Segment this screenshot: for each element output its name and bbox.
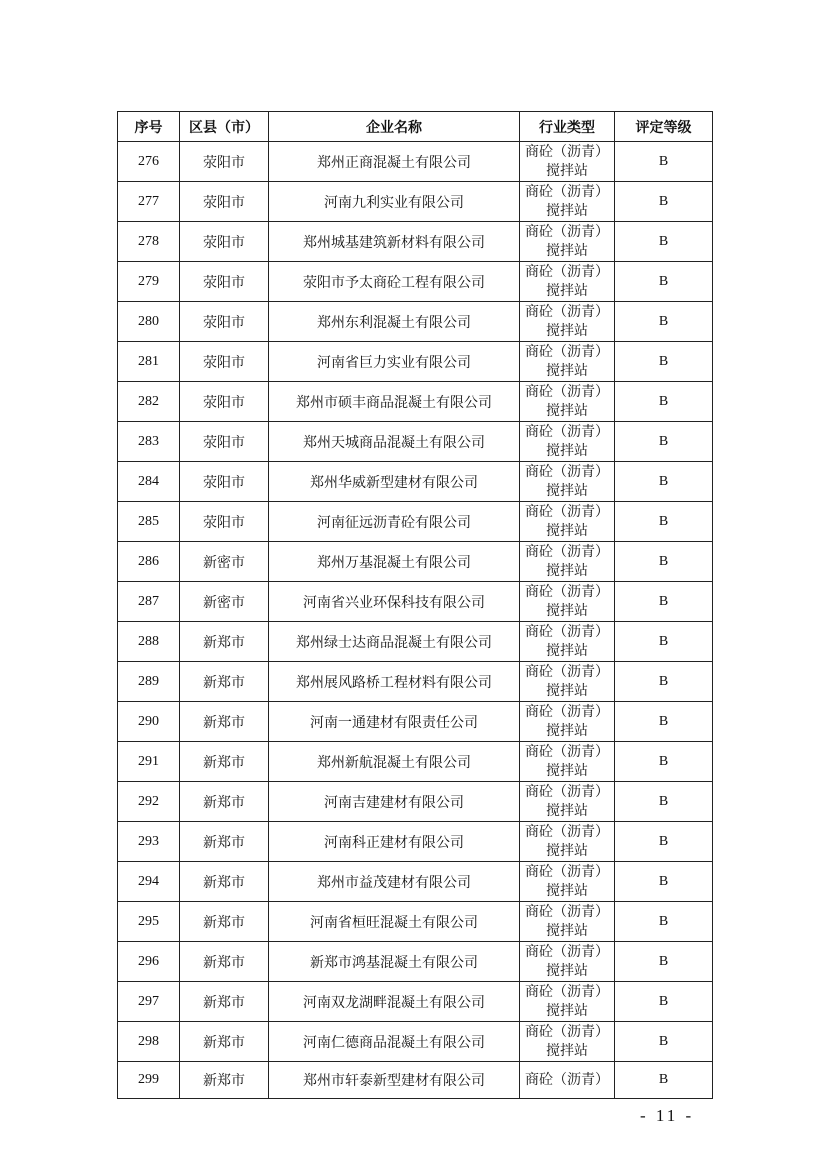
cell-no: 288 xyxy=(118,622,180,662)
cell-company: 河南双龙湖畔混凝土有限公司 xyxy=(269,982,520,1022)
cell-company: 河南一通建材有限责任公司 xyxy=(269,702,520,742)
type-line-1: 商砼（沥青） xyxy=(525,464,609,480)
table-row xyxy=(118,222,713,262)
cell-no: 277 xyxy=(118,182,180,222)
cell-industry-type xyxy=(520,622,615,662)
cell-industry-type xyxy=(520,222,615,262)
table-row xyxy=(118,502,713,542)
type-line-1: 商砼（沥青） xyxy=(525,184,609,200)
cell-grade: B xyxy=(615,622,713,662)
cell-industry-type xyxy=(520,1022,615,1062)
cell-company: 河南省巨力实业有限公司 xyxy=(269,342,520,382)
type-line-2: 搅拌站 xyxy=(546,403,588,419)
type-line-1: 商砼（沥青） xyxy=(525,744,609,760)
cell-no: 292 xyxy=(118,782,180,822)
cell-grade: B xyxy=(615,822,713,862)
cell-grade: B xyxy=(615,422,713,462)
cell-grade: B xyxy=(615,382,713,422)
cell-company: 荥阳市予太商砼工程有限公司 xyxy=(269,262,520,302)
type-line-2: 搅拌站 xyxy=(546,643,588,659)
cell-industry-type xyxy=(520,262,615,302)
cell-district: 荥阳市 xyxy=(180,262,269,302)
cell-company: 河南省兴业环保科技有限公司 xyxy=(269,582,520,622)
cell-no: 291 xyxy=(118,742,180,782)
type-line-1: 商砼（沥青） xyxy=(525,904,609,920)
cell-grade: B xyxy=(615,582,713,622)
table-row xyxy=(118,262,713,302)
table-row xyxy=(118,142,713,182)
table-row xyxy=(118,782,713,822)
type-line-1: 商砼（沥青） xyxy=(525,424,609,440)
cell-company: 郑州华威新型建材有限公司 xyxy=(269,462,520,502)
cell-industry-type xyxy=(520,902,615,942)
cell-industry-type xyxy=(520,662,615,702)
type-line-1: 商砼（沥青） xyxy=(525,664,609,680)
type-line-1: 商砼（沥青） xyxy=(525,144,609,160)
cell-no: 287 xyxy=(118,582,180,622)
cell-no: 284 xyxy=(118,462,180,502)
cell-industry-type xyxy=(520,422,615,462)
type-line-2: 搅拌站 xyxy=(546,763,588,779)
type-line-1: 商砼（沥青） xyxy=(525,344,609,360)
header-company: 企业名称 xyxy=(269,112,520,142)
cell-industry-type xyxy=(520,862,615,902)
table-row xyxy=(118,822,713,862)
cell-district: 荥阳市 xyxy=(180,502,269,542)
cell-no: 283 xyxy=(118,422,180,462)
cell-industry-type xyxy=(520,782,615,822)
cell-company: 河南九利实业有限公司 xyxy=(269,182,520,222)
header-grade: 评定等级 xyxy=(615,112,713,142)
cell-grade: B xyxy=(615,502,713,542)
cell-company: 河南省桓旺混凝土有限公司 xyxy=(269,902,520,942)
table-row xyxy=(118,902,713,942)
cell-industry-type xyxy=(520,502,615,542)
cell-grade: B xyxy=(615,182,713,222)
cell-company: 郑州展风路桥工程材料有限公司 xyxy=(269,662,520,702)
cell-company: 新郑市鸿基混凝土有限公司 xyxy=(269,942,520,982)
cell-district: 新郑市 xyxy=(180,822,269,862)
table-row xyxy=(118,462,713,502)
type-line-2: 搅拌站 xyxy=(546,163,588,179)
cell-industry-type xyxy=(520,822,615,862)
header-district: 区县（市） xyxy=(180,112,269,142)
cell-no: 278 xyxy=(118,222,180,262)
enterprise-rating-table xyxy=(117,111,713,1099)
cell-company: 郑州新航混凝土有限公司 xyxy=(269,742,520,782)
cell-district: 新郑市 xyxy=(180,782,269,822)
cell-no: 279 xyxy=(118,262,180,302)
cell-grade: B xyxy=(615,662,713,702)
type-line-2: 搅拌站 xyxy=(546,683,588,699)
cell-district: 新郑市 xyxy=(180,1022,269,1062)
cell-company: 河南仁德商品混凝土有限公司 xyxy=(269,1022,520,1062)
type-line-1: 商砼（沥青） xyxy=(525,1024,609,1040)
type-line-1: 商砼（沥青） xyxy=(525,224,609,240)
type-line-1: 商砼（沥青） xyxy=(525,264,609,280)
cell-district: 新郑市 xyxy=(180,982,269,1022)
type-line-2: 搅拌站 xyxy=(546,523,588,539)
cell-grade: B xyxy=(615,1022,713,1062)
table-row xyxy=(118,742,713,782)
cell-grade: B xyxy=(615,742,713,782)
cell-industry-type xyxy=(520,382,615,422)
cell-industry-type xyxy=(520,982,615,1022)
cell-company: 郑州市硕丰商品混凝土有限公司 xyxy=(269,382,520,422)
cell-company: 郑州绿士达商品混凝土有限公司 xyxy=(269,622,520,662)
cell-grade: B xyxy=(615,782,713,822)
type-line-1: 商砼（沥青） xyxy=(525,584,609,600)
cell-company: 郑州天城商品混凝土有限公司 xyxy=(269,422,520,462)
table-row xyxy=(118,662,713,702)
cell-no: 285 xyxy=(118,502,180,542)
cell-district: 新郑市 xyxy=(180,1062,269,1099)
table-row xyxy=(118,1022,713,1062)
type-line-2: 搅拌站 xyxy=(546,243,588,259)
cell-no: 290 xyxy=(118,702,180,742)
cell-no: 294 xyxy=(118,862,180,902)
type-line-1: 商砼（沥青） xyxy=(525,824,609,840)
cell-district: 新郑市 xyxy=(180,742,269,782)
type-line-1: 商砼（沥青） xyxy=(525,784,609,800)
cell-grade: B xyxy=(615,262,713,302)
cell-grade: B xyxy=(615,982,713,1022)
cell-district: 新郑市 xyxy=(180,902,269,942)
cell-district: 新郑市 xyxy=(180,942,269,982)
cell-grade: B xyxy=(615,1062,713,1099)
type-line-2: 搅拌站 xyxy=(546,203,588,219)
type-line-2: 搅拌站 xyxy=(546,803,588,819)
cell-district: 荥阳市 xyxy=(180,342,269,382)
cell-no: 296 xyxy=(118,942,180,982)
type-line-1: 商砼（沥青） xyxy=(525,984,609,1000)
cell-industry-type xyxy=(520,302,615,342)
cell-district: 荥阳市 xyxy=(180,302,269,342)
page-number: - 11 - xyxy=(640,1106,695,1125)
cell-industry-type xyxy=(520,342,615,382)
cell-company: 河南征远沥青砼有限公司 xyxy=(269,502,520,542)
cell-grade: B xyxy=(615,142,713,182)
type-line-1: 商砼（沥青） xyxy=(525,384,609,400)
cell-no: 281 xyxy=(118,342,180,382)
type-line-2: 搅拌站 xyxy=(546,443,588,459)
cell-district: 荥阳市 xyxy=(180,462,269,502)
table-row xyxy=(118,1062,713,1099)
type-line-2: 搅拌站 xyxy=(546,843,588,859)
table-row xyxy=(118,702,713,742)
cell-industry-type xyxy=(520,142,615,182)
cell-no: 289 xyxy=(118,662,180,702)
cell-company: 郑州市轩泰新型建材有限公司 xyxy=(269,1062,520,1099)
header-industry-type: 行业类型 xyxy=(520,112,615,142)
cell-district: 荥阳市 xyxy=(180,422,269,462)
cell-industry-type xyxy=(520,182,615,222)
cell-industry-type xyxy=(520,702,615,742)
cell-no: 286 xyxy=(118,542,180,582)
table-header-row xyxy=(118,112,713,142)
cell-industry-type xyxy=(520,582,615,622)
cell-district: 新郑市 xyxy=(180,662,269,702)
table-row xyxy=(118,942,713,982)
cell-company: 郑州万基混凝土有限公司 xyxy=(269,542,520,582)
cell-company: 郑州市益茂建材有限公司 xyxy=(269,862,520,902)
header-no: 序号 xyxy=(118,112,180,142)
cell-company: 郑州城基建筑新材料有限公司 xyxy=(269,222,520,262)
cell-no: 298 xyxy=(118,1022,180,1062)
table-row xyxy=(118,982,713,1022)
type-line-1: 商砼（沥青） xyxy=(525,504,609,520)
type-line-2: 搅拌站 xyxy=(546,563,588,579)
table-row xyxy=(118,542,713,582)
cell-industry-type xyxy=(520,1062,615,1099)
table-row xyxy=(118,422,713,462)
cell-district: 荥阳市 xyxy=(180,382,269,422)
type-line-2: 搅拌站 xyxy=(546,1043,588,1059)
cell-grade: B xyxy=(615,222,713,262)
cell-industry-type xyxy=(520,942,615,982)
cell-industry-type xyxy=(520,462,615,502)
cell-district: 新密市 xyxy=(180,582,269,622)
table-row xyxy=(118,302,713,342)
cell-district: 新郑市 xyxy=(180,702,269,742)
cell-industry-type xyxy=(520,742,615,782)
type-line-2: 搅拌站 xyxy=(546,883,588,899)
cell-grade: B xyxy=(615,542,713,582)
cell-district: 荥阳市 xyxy=(180,222,269,262)
cell-no: 282 xyxy=(118,382,180,422)
cell-district: 新郑市 xyxy=(180,622,269,662)
type-line-2: 搅拌站 xyxy=(546,1003,588,1019)
cell-grade: B xyxy=(615,862,713,902)
cell-no: 293 xyxy=(118,822,180,862)
cell-district: 新密市 xyxy=(180,542,269,582)
type-line-2: 搅拌站 xyxy=(546,723,588,739)
cell-company: 河南科正建材有限公司 xyxy=(269,822,520,862)
cell-grade: B xyxy=(615,942,713,982)
type-line-1: 商砼（沥青） xyxy=(525,944,609,960)
type-line-2: 搅拌站 xyxy=(546,323,588,339)
cell-district: 荥阳市 xyxy=(180,182,269,222)
table-row xyxy=(118,622,713,662)
cell-district: 荥阳市 xyxy=(180,142,269,182)
type-line-1: 商砼（沥青） xyxy=(525,704,609,720)
cell-grade: B xyxy=(615,902,713,942)
cell-grade: B xyxy=(615,702,713,742)
table-row xyxy=(118,862,713,902)
type-line-2: 搅拌站 xyxy=(546,963,588,979)
cell-company: 郑州东利混凝土有限公司 xyxy=(269,302,520,342)
cell-grade: B xyxy=(615,462,713,502)
type-line-1: 商砼（沥青） xyxy=(525,864,609,880)
cell-no: 280 xyxy=(118,302,180,342)
cell-grade: B xyxy=(615,302,713,342)
type-line-1: 商砼（沥青） xyxy=(525,304,609,320)
cell-district: 新郑市 xyxy=(180,862,269,902)
cell-no: 297 xyxy=(118,982,180,1022)
table-row xyxy=(118,582,713,622)
type-line-2: 搅拌站 xyxy=(546,923,588,939)
type-line-2: 搅拌站 xyxy=(546,483,588,499)
cell-no: 276 xyxy=(118,142,180,182)
cell-grade: B xyxy=(615,342,713,382)
type-line-2: 搅拌站 xyxy=(546,283,588,299)
type-line-1: 商砼（沥青） xyxy=(525,624,609,640)
type-line-1: 商砼（沥青） xyxy=(525,544,609,560)
cell-no: 295 xyxy=(118,902,180,942)
table-row xyxy=(118,382,713,422)
table-row xyxy=(118,342,713,382)
type-line-2: 搅拌站 xyxy=(546,363,588,379)
type-line-2: 搅拌站 xyxy=(546,603,588,619)
cell-company: 河南吉建建材有限公司 xyxy=(269,782,520,822)
cell-no: 299 xyxy=(118,1062,180,1099)
table-row xyxy=(118,182,713,222)
cell-industry-type xyxy=(520,542,615,582)
type-line-1: 商砼（沥青） xyxy=(525,1072,609,1088)
cell-company: 郑州正商混凝土有限公司 xyxy=(269,142,520,182)
